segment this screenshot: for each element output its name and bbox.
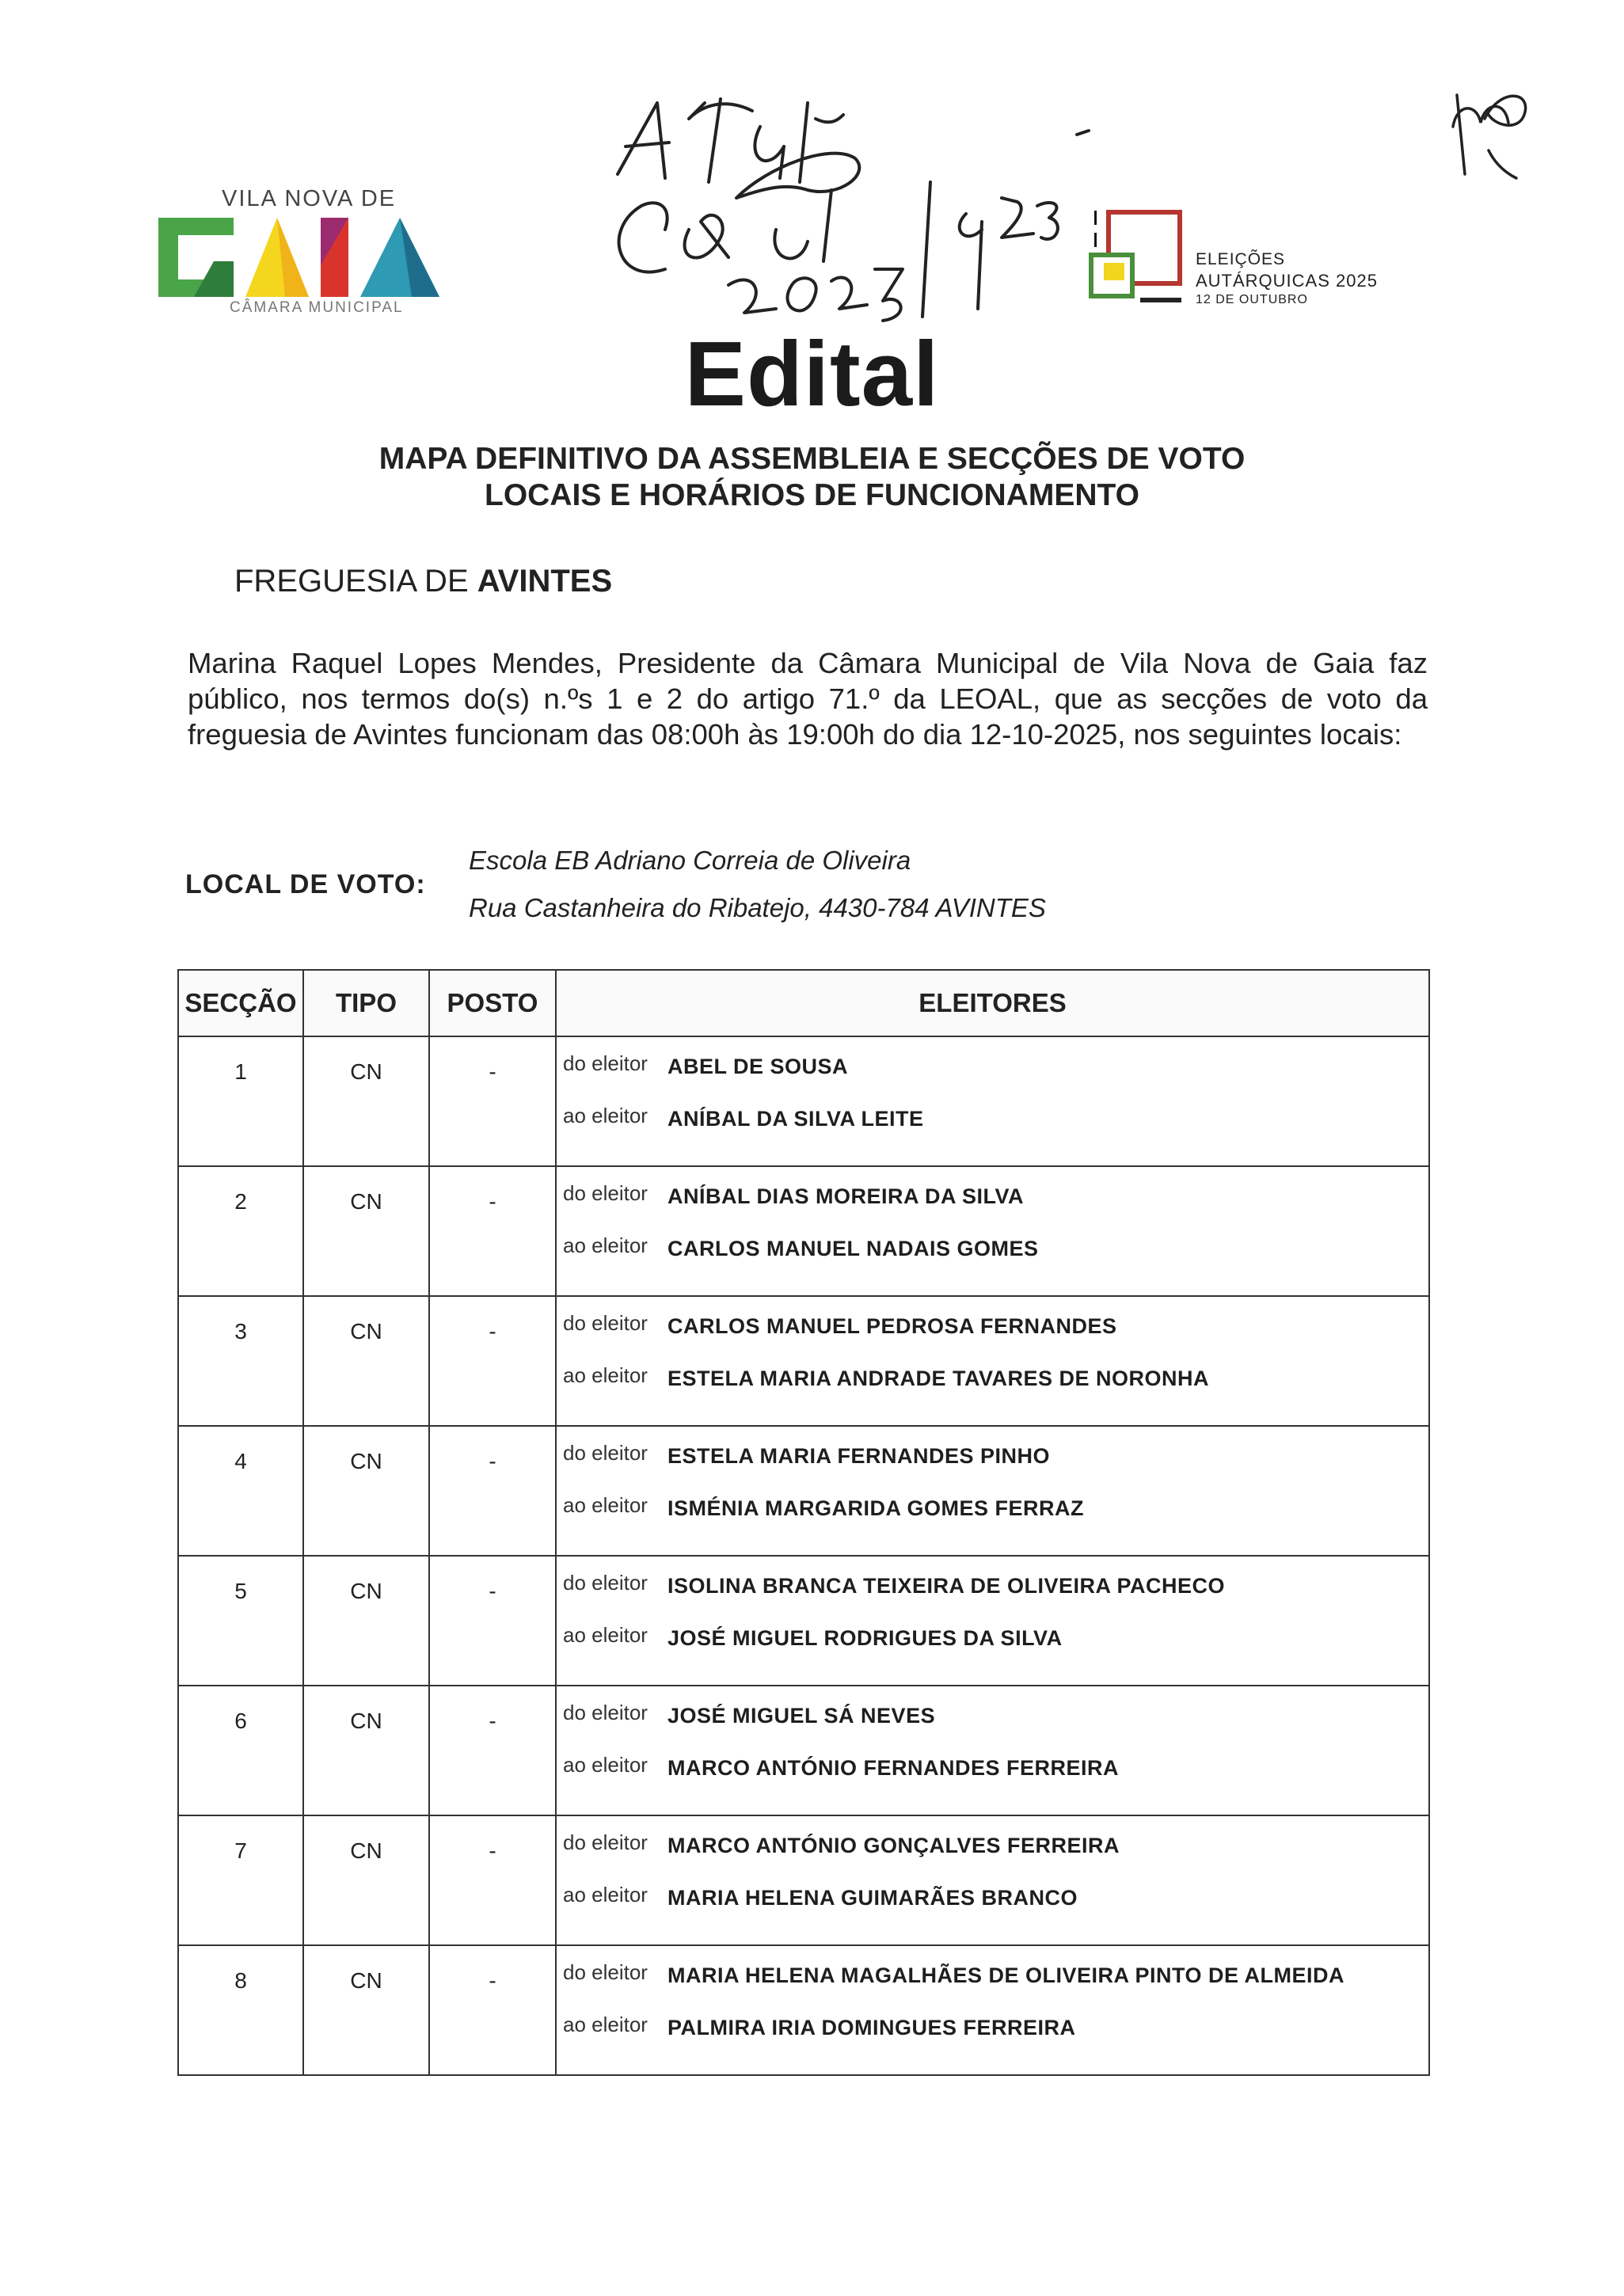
cell-post: - (429, 1556, 556, 1686)
to-prefix: ao eleitor (563, 1883, 648, 1906)
cell-voters (556, 1556, 1429, 1686)
voter-range-to (557, 1479, 1428, 1531)
voter-range-from (557, 1816, 1428, 1868)
logo-line-vila-nova: VILA NOVA DE (222, 186, 397, 211)
elections-logo (1085, 207, 1386, 318)
to-voter-name: MARCO ANTÓNIO FERNANDES FERREIRA (667, 1756, 1120, 1780)
from-prefix: do eleitor (563, 1960, 648, 1984)
to-voter-name: CARLOS MANUEL NADAIS GOMES (667, 1237, 1039, 1260)
cell-type: CN (303, 1815, 429, 1945)
voter-range-to (557, 1739, 1428, 1791)
from-voter-name: CARLOS MANUEL PEDROSA FERNANDES (667, 1314, 1117, 1338)
document-title: Edital (684, 322, 940, 425)
from-voter-name: MARCO ANTÓNIO GONÇALVES FERREIRA (667, 1834, 1120, 1857)
parish-heading (234, 564, 612, 599)
from-prefix: do eleitor (563, 1311, 648, 1335)
cell-type: CN (303, 1036, 429, 1166)
to-prefix: ao eleitor (563, 1623, 648, 1647)
elections-logo-line2: AUTÁRQUICAS 2025 (1196, 271, 1378, 291)
from-voter-name: ISOLINA BRANCA TEIXEIRA DE OLIVEIRA PACHECO (667, 1574, 1226, 1598)
to-voter-name: MARIA HELENA GUIMARÃES BRANCO (667, 1886, 1078, 1910)
voter-range-to (557, 1998, 1428, 2051)
to-prefix: ao eleitor (563, 1493, 648, 1517)
venue-address: Rua Castanheira do Ribatejo, 4430-784 AVINTES (469, 893, 1046, 922)
to-voter-name: JOSÉ MIGUEL RODRIGUES DA SILVA (667, 1626, 1063, 1650)
municipality-logo (158, 186, 467, 325)
cell-type: CN (303, 1556, 429, 1686)
voter-range-from (557, 1686, 1428, 1739)
table-header-row (178, 970, 1429, 1036)
to-voter-name: ANÍBAL DA SILVA LEITE (667, 1107, 924, 1131)
to-voter-name: PALMIRA IRIA DOMINGUES FERREIRA (667, 2016, 1076, 2039)
header-section: SECÇÃO (178, 970, 303, 1036)
from-voter-name: ESTELA MARIA FERNANDES PINHO (667, 1444, 1051, 1468)
handwritten-initials (1441, 79, 1536, 186)
table-row (178, 1686, 1429, 1815)
from-prefix: do eleitor (563, 1701, 648, 1724)
voter-range-to (557, 1868, 1428, 1921)
table-row (178, 1426, 1429, 1556)
voter-range-from (557, 1946, 1428, 1998)
cell-section: 3 (178, 1296, 303, 1426)
to-voter-name: ISMÉNIA MARGARIDA GOMES FERRAZ (667, 1496, 1084, 1520)
cell-voters (556, 1166, 1429, 1296)
to-prefix: ao eleitor (563, 2013, 648, 2036)
cell-post: - (429, 1686, 556, 1815)
from-prefix: do eleitor (563, 1181, 648, 1205)
voter-range-from (557, 1427, 1428, 1479)
cell-voters (556, 1815, 1429, 1945)
from-prefix: do eleitor (563, 1051, 648, 1075)
document-subtitle-line1: MAPA DEFINITIVO DA ASSEMBLEIA E SECÇÕES DE VOTO (378, 442, 1246, 476)
gaia-wordmark-icon (158, 218, 467, 297)
parish-label: FREGUESIA DE (234, 564, 469, 599)
cell-section: 2 (178, 1166, 303, 1296)
from-voter-name: ABEL DE SOUSA (667, 1055, 849, 1078)
voting-place-label: LOCAL DE VOTO: (185, 869, 426, 899)
to-prefix: ao eleitor (563, 1104, 648, 1127)
cell-type: CN (303, 1166, 429, 1296)
cell-section: 6 (178, 1686, 303, 1815)
cell-post: - (429, 1945, 556, 2075)
cell-voters (556, 1036, 1429, 1166)
voter-range-to (557, 1089, 1428, 1142)
voter-range-from (557, 1167, 1428, 1219)
from-prefix: do eleitor (563, 1571, 648, 1595)
cell-post: - (429, 1815, 556, 1945)
voter-range-from (557, 1297, 1428, 1349)
from-voter-name: ANÍBAL DIAS MOREIRA DA SILVA (667, 1184, 1025, 1208)
table-body (178, 1036, 1429, 2075)
voter-range-from (557, 1557, 1428, 1609)
handwritten-signature (570, 71, 1109, 336)
table-row (178, 1945, 1429, 2075)
cell-post: - (429, 1296, 556, 1426)
cell-section: 1 (178, 1036, 303, 1166)
document-subtitle-line2: LOCAIS E HORÁRIOS DE FUNCIONAMENTO (485, 478, 1139, 512)
cell-post: - (429, 1426, 556, 1556)
cell-section: 8 (178, 1945, 303, 2075)
intro-paragraph: Marina Raquel Lopes Mendes, Presidente da Câmara Municipal de Vila Nova de Gaia faz público, nos termos do(s) n.ºs 1 e 2 do artigo 71.º da LEOAL, que as secções de voto da freguesia de Avintes funcionam das 08:00h às 19:00h do dia 12-10-2025, nos seguintes locais: (188, 647, 1428, 751)
logo-line-camara: CÂMARA MUNICIPAL (230, 299, 404, 316)
parish-name: AVINTES (477, 564, 613, 599)
cell-type: CN (303, 1686, 429, 1815)
table-row (178, 1815, 1429, 1945)
header-post: POSTO (429, 970, 556, 1036)
cell-section: 7 (178, 1815, 303, 1945)
voter-range-to (557, 1609, 1428, 1661)
cell-voters (556, 1426, 1429, 1556)
elections-mark-icon (1085, 207, 1188, 310)
table-row (178, 1036, 1429, 1166)
to-prefix: ao eleitor (563, 1363, 648, 1387)
elections-logo-line1: ELEIÇÕES (1196, 250, 1286, 268)
cell-type: CN (303, 1945, 429, 2075)
cell-type: CN (303, 1426, 429, 1556)
cell-voters (556, 1686, 1429, 1815)
voter-range-to (557, 1349, 1428, 1401)
cell-post: - (429, 1036, 556, 1166)
to-prefix: ao eleitor (563, 1234, 648, 1257)
from-prefix: do eleitor (563, 1830, 648, 1854)
elections-logo-line3: 12 DE OUTUBRO (1196, 293, 1308, 306)
table-row (178, 1296, 1429, 1426)
cell-section: 4 (178, 1426, 303, 1556)
cell-voters (556, 1296, 1429, 1426)
cell-voters (556, 1945, 1429, 2075)
cell-section: 5 (178, 1556, 303, 1686)
from-voter-name: JOSÉ MIGUEL SÁ NEVES (667, 1704, 936, 1728)
cell-type: CN (303, 1296, 429, 1426)
from-voter-name: MARIA HELENA MAGALHÃES DE OLIVEIRA PINTO DE ALMEIDA (667, 1963, 1345, 1987)
table-row (178, 1556, 1429, 1686)
from-prefix: do eleitor (563, 1441, 648, 1465)
voter-range-from (557, 1037, 1428, 1089)
header-type: TIPO (303, 970, 429, 1036)
header-voters: ELEITORES (556, 970, 1429, 1036)
to-voter-name: ESTELA MARIA ANDRADE TAVARES DE NORONHA (667, 1367, 1210, 1390)
sections-table (177, 969, 1430, 2076)
voter-range-to (557, 1219, 1428, 1272)
cell-post: - (429, 1166, 556, 1296)
to-prefix: ao eleitor (563, 1753, 648, 1777)
table-row (178, 1166, 1429, 1296)
venue-name: Escola EB Adriano Correia de Oliveira (469, 846, 911, 875)
